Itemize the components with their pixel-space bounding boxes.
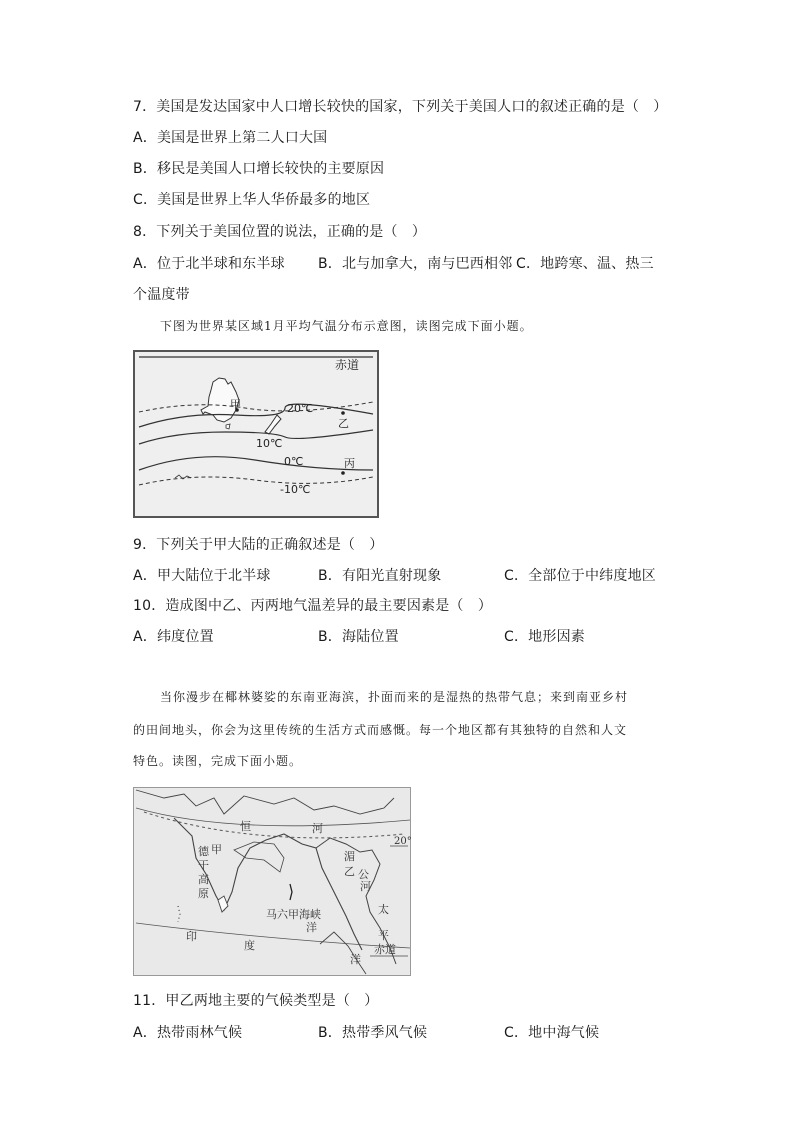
q11-option-a: A．热带雨林气候: [133, 1025, 243, 1041]
q8-option-b: B．北与加拿大，南与巴西相邻: [318, 256, 513, 272]
q9-option-c: C．全部位于中纬度地区: [504, 568, 656, 584]
q10-option-b: B．海陆位置: [318, 629, 399, 645]
isotherm-map: [133, 350, 379, 518]
q7-option-b: B．移民是美国人口增长较快的主要原因: [133, 161, 385, 177]
q11-option-b: B．热带季风气候: [318, 1025, 428, 1041]
q8-option-c-continued: 个温度带: [133, 287, 190, 303]
isotherm-minus10-label: -10℃: [280, 483, 311, 496]
intro-temperature-map: 下图为世界某区域1月平均气温分布示意图，读图完成下面小题。: [160, 319, 533, 333]
map2-heng-label: 恒: [240, 820, 251, 833]
q8-option-a: A．位于北半球和东半球: [133, 256, 285, 272]
map2-strait-label: 马六甲海峡: [266, 908, 321, 921]
intro-asia-line1: 当你漫步在椰林婆娑的东南亚海滨，扑面而来的是湿热的热带气息；来到南亚乡村: [160, 690, 629, 704]
map2-he-label: 河: [312, 822, 323, 835]
intro-asia-line3: 特色。读图，完成下面小题。: [133, 754, 303, 768]
map2-gong-label: 公: [358, 868, 369, 881]
map2-yi-label: 乙: [344, 865, 355, 878]
q11-option-c: C．地中海气候: [504, 1025, 600, 1041]
map2-yin-label: 印: [186, 930, 197, 943]
isotherm-10-label: 10℃: [256, 437, 283, 450]
south-asia-map: [133, 787, 411, 976]
map2-mekong-label: 湄: [344, 850, 355, 863]
map2-tai-label: 太: [378, 903, 389, 916]
map2-jia-label: 甲: [211, 843, 222, 856]
map2-gao-label: 高: [198, 873, 209, 886]
q8-option-c: C．地跨寒、温、热三: [516, 256, 654, 272]
point-bing-label: 丙: [344, 457, 355, 470]
isotherm-map-drawing: [135, 352, 377, 516]
map2-gan-label: 干: [198, 859, 209, 872]
q7-stem: 7．美国是发达国家中人口增长较快的国家，下列关于美国人口的叙述正确的是（ ）: [133, 99, 668, 115]
map2-yang1-label: 洋: [306, 921, 317, 934]
map2-yang2-label: 洋: [350, 953, 361, 966]
q10-option-c: C．地形因素: [504, 629, 585, 645]
continent-jia-label: 甲: [230, 398, 241, 411]
intro-asia-line2: 的田间地头，你会为这里传统的生活方式而感慨。每一个地区都有其独特的自然和人文: [133, 723, 628, 737]
q8-stem: 8．下列关于美国位置的说法，正确的是（ ）: [133, 224, 427, 240]
q9-option-b: B．有阳光直射现象: [318, 568, 442, 584]
map2-river-label: 河: [360, 880, 371, 893]
isotherm-20-label: 20℃: [287, 402, 314, 415]
q7-option-a: A．美国是世界上第二人口大国: [133, 130, 328, 146]
point-yi-label: 乙: [338, 417, 349, 430]
q9-option-a: A．甲大陆位于北半球: [133, 568, 271, 584]
equator-label: 赤道: [335, 358, 360, 372]
q7-option-c: C．美国是世界上华人华侨最多的地区: [133, 192, 371, 208]
q11-stem: 11．甲乙两地主要的气候类型是（ ）: [133, 993, 379, 1009]
map2-ping-label: 平: [378, 929, 389, 942]
isotherm-0-label: 0℃: [284, 455, 304, 468]
map2-equator-label: 赤道: [374, 943, 396, 956]
map2-yuan-label: 原: [198, 887, 209, 900]
map2-de-label: 德: [198, 845, 209, 858]
q10-option-a: A．纬度位置: [133, 629, 214, 645]
map2-lat20-label: 20°: [394, 836, 412, 847]
q9-stem: 9．下列关于甲大陆的正确叙述是（ ）: [133, 537, 384, 553]
map2-du-label: 度: [244, 939, 255, 952]
q10-stem: 10．造成图中乙、丙两地气温差异的最主要因素是（ ）: [133, 598, 493, 614]
